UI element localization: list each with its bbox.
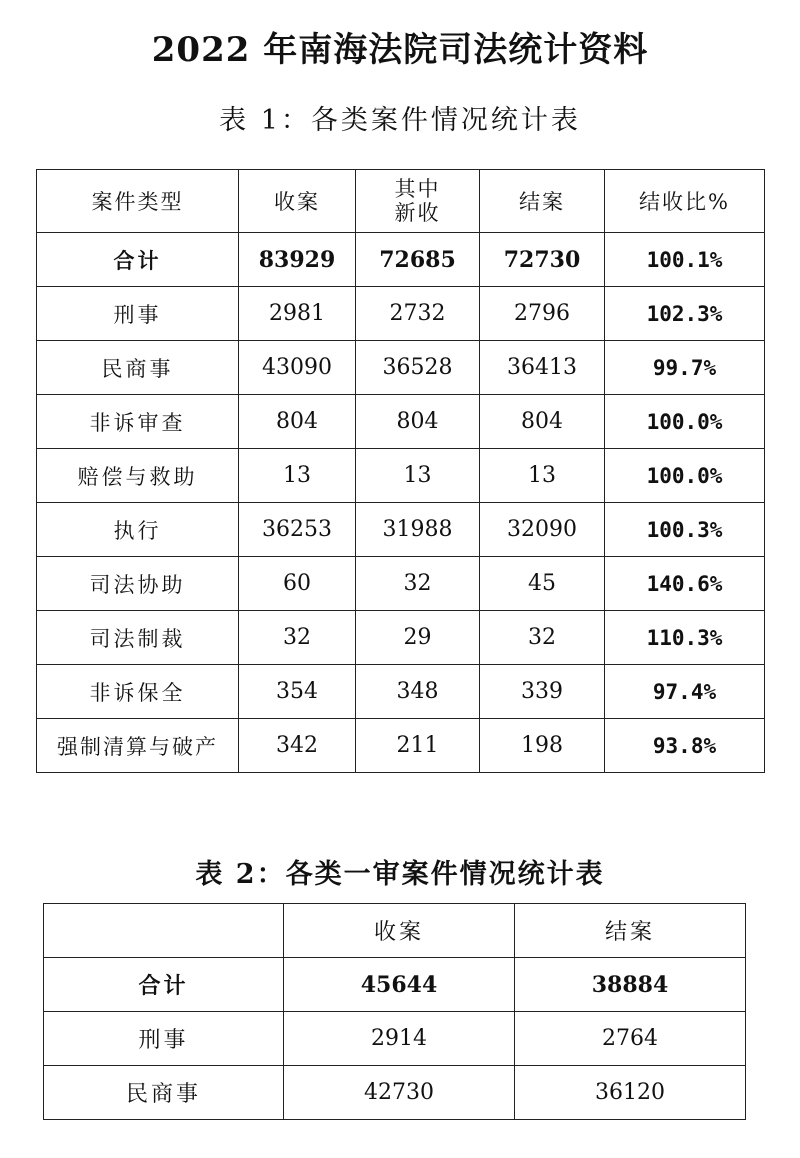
cell-type: 民商事 bbox=[37, 341, 239, 395]
cell-received: 32 bbox=[239, 611, 356, 665]
table-row bbox=[37, 665, 765, 719]
document-title: 2022 年南海法院司法统计资料 bbox=[151, 30, 649, 70]
cell-ratio: 97.4% bbox=[605, 665, 765, 719]
table-row bbox=[37, 611, 765, 665]
table1-header-row bbox=[37, 170, 765, 233]
cell-received: 2914 bbox=[284, 1012, 515, 1066]
cell-closed: 32090 bbox=[480, 503, 605, 557]
cell-new: 29 bbox=[356, 611, 480, 665]
cell-closed: 36413 bbox=[480, 341, 605, 395]
cell-type: 刑事 bbox=[44, 1012, 284, 1066]
header-case-type: 案件类型 bbox=[37, 170, 239, 233]
table2-header-row bbox=[44, 904, 746, 958]
cell-received: 342 bbox=[239, 719, 356, 773]
cell-new: 211 bbox=[356, 719, 480, 773]
cell-type: 司法制裁 bbox=[37, 611, 239, 665]
cell-closed: 198 bbox=[480, 719, 605, 773]
header-closed: 结案 bbox=[515, 904, 746, 958]
cell-closed: 72730 bbox=[480, 233, 605, 287]
cell-ratio: 99.7% bbox=[605, 341, 765, 395]
cell-ratio: 100.3% bbox=[605, 503, 765, 557]
cell-ratio: 93.8% bbox=[605, 719, 765, 773]
cell-closed: 339 bbox=[480, 665, 605, 719]
table-row bbox=[44, 1066, 746, 1120]
cell-type: 合计 bbox=[44, 958, 284, 1012]
header-blank bbox=[44, 904, 284, 958]
header-new-received bbox=[356, 170, 480, 233]
cell-new: 804 bbox=[356, 395, 480, 449]
cell-closed: 13 bbox=[480, 449, 605, 503]
cell-type: 执行 bbox=[37, 503, 239, 557]
table-row bbox=[44, 1012, 746, 1066]
cell-received: 83929 bbox=[239, 233, 356, 287]
cell-closed: 2796 bbox=[480, 287, 605, 341]
cell-closed: 32 bbox=[480, 611, 605, 665]
cell-received: 2981 bbox=[239, 287, 356, 341]
header-new-line1: 其中 bbox=[394, 177, 441, 201]
cell-new: 36528 bbox=[356, 341, 480, 395]
table2-caption: 表 2：各类一审案件情况统计表 bbox=[195, 859, 605, 890]
cell-ratio: 100.0% bbox=[605, 449, 765, 503]
cell-type: 民商事 bbox=[44, 1066, 284, 1120]
table-row bbox=[37, 449, 765, 503]
table-row bbox=[37, 341, 765, 395]
header-new-line2: 新收 bbox=[394, 201, 441, 225]
table1-caption: 表 1：各类案件情况统计表 bbox=[219, 105, 581, 136]
cell-type: 刑事 bbox=[37, 287, 239, 341]
cell-type: 司法协助 bbox=[37, 557, 239, 611]
table-row bbox=[44, 958, 746, 1012]
cell-ratio: 100.1% bbox=[605, 233, 765, 287]
table-row bbox=[37, 719, 765, 773]
cell-type: 强制清算与破产 bbox=[37, 719, 239, 773]
header-received: 收案 bbox=[239, 170, 356, 233]
cell-received: 43090 bbox=[239, 341, 356, 395]
cell-closed: 2764 bbox=[515, 1012, 746, 1066]
header-closed: 结案 bbox=[480, 170, 605, 233]
cell-type: 合计 bbox=[37, 233, 239, 287]
cell-closed: 38884 bbox=[515, 958, 746, 1012]
cell-received: 354 bbox=[239, 665, 356, 719]
cell-received: 42730 bbox=[284, 1066, 515, 1120]
table-row bbox=[37, 233, 765, 287]
cell-received: 60 bbox=[239, 557, 356, 611]
cell-closed: 45 bbox=[480, 557, 605, 611]
cell-new: 2732 bbox=[356, 287, 480, 341]
cell-closed: 804 bbox=[480, 395, 605, 449]
case-statistics-table bbox=[36, 169, 765, 773]
cell-new: 72685 bbox=[356, 233, 480, 287]
cell-new: 32 bbox=[356, 557, 480, 611]
table-row bbox=[37, 557, 765, 611]
cell-type: 非诉保全 bbox=[37, 665, 239, 719]
cell-received: 36253 bbox=[239, 503, 356, 557]
cell-type: 非诉审查 bbox=[37, 395, 239, 449]
cell-ratio: 110.3% bbox=[605, 611, 765, 665]
cell-type: 赔偿与救助 bbox=[37, 449, 239, 503]
cell-received: 13 bbox=[239, 449, 356, 503]
table-row bbox=[37, 287, 765, 341]
cell-ratio: 102.3% bbox=[605, 287, 765, 341]
header-received: 收案 bbox=[284, 904, 515, 958]
table-row bbox=[37, 503, 765, 557]
header-ratio: 结收比% bbox=[605, 170, 765, 233]
cell-ratio: 100.0% bbox=[605, 395, 765, 449]
cell-received: 45644 bbox=[284, 958, 515, 1012]
cell-received: 804 bbox=[239, 395, 356, 449]
cell-new: 348 bbox=[356, 665, 480, 719]
cell-closed: 36120 bbox=[515, 1066, 746, 1120]
table-row bbox=[37, 395, 765, 449]
cell-new: 31988 bbox=[356, 503, 480, 557]
cell-new: 13 bbox=[356, 449, 480, 503]
cell-ratio: 140.6% bbox=[605, 557, 765, 611]
first-instance-table bbox=[43, 903, 746, 1120]
